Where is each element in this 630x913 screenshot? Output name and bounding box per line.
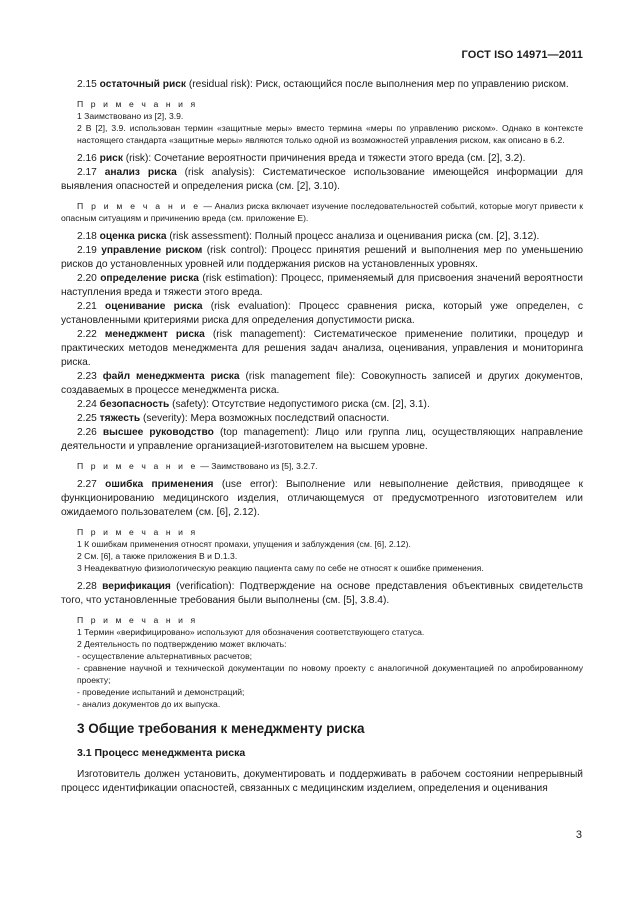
- definition-text: (use error): Выполнение или невыполнение действия, приводящее к функционированию медицинского изделия, отличающемуся от предусмотренного изготовителем или ожидаемого пользователем (см. [6], 2.12).: [61, 479, 583, 518]
- definition-entry: [61, 426, 583, 454]
- definition-term: файл менеджмента риска: [102, 371, 240, 382]
- page-header: ГОСТ ISO 14971—2011: [461, 49, 583, 61]
- definition-number: 2.27: [77, 479, 106, 490]
- definition-entry: [61, 412, 583, 426]
- inline-note-text: — Заимствовано из [5], 3.2.7.: [197, 461, 318, 471]
- definition-term: оценка риска: [99, 231, 167, 242]
- note-line: - анализ документов до их выпуска.: [77, 699, 221, 709]
- page-number: 3: [575, 829, 582, 841]
- definition-text: (risk evaluation): Процесс сравнения риска, который уже определен, с установленными критериями риска для определения допустимости риска.: [61, 301, 583, 326]
- definition-term: определение риска: [100, 273, 199, 284]
- subsection-heading: 3.1 Процесс менеджмента риска: [77, 747, 246, 759]
- definition-number: 2.18: [77, 231, 100, 242]
- definition-term: безопасность: [99, 399, 170, 410]
- definition-term: менеджмент риска: [104, 329, 205, 340]
- definition-entry: [61, 152, 583, 166]
- definitions-list: [61, 78, 583, 710]
- inline-note: [61, 200, 583, 224]
- inline-note-label: П р и м е ч а н и е: [77, 461, 198, 471]
- definition-entry: [61, 300, 583, 328]
- note-line: 1 Заимствовано из [2], 3.9.: [77, 111, 184, 121]
- definition-text: (safety): Отсутствие недопустимого риска (см. [2], 3.1).: [169, 399, 430, 410]
- definition-number: 2.28: [77, 581, 103, 592]
- inline-note-text: — Анализ риска включает изучение последовательностей событий, которые могут привести к опасным ситуациям и причинению вреда (см. приложение Е).: [61, 201, 583, 223]
- definition-number: 2.15: [77, 79, 100, 90]
- definition-entry: [61, 580, 583, 608]
- definition-text: (severity): Мера возможных последствий опасности.: [140, 413, 390, 424]
- notes-block: [61, 98, 583, 146]
- definition-text: (verification): Подтверждение на основе представления объективных свидетельств того, что установленные требования были выполнены (см. [5], 3.8.4).: [61, 581, 583, 606]
- section-heading: 3 Общие требования к менеджменту риска: [77, 721, 365, 736]
- body-paragraph: Изготовитель должен установить, документировать и поддерживать в рабочем состоянии непрерывный процесс идентификации опасностей, связанных с медицинским изделием, определения и оценивания: [61, 769, 583, 794]
- definition-text: (risk control): Процесс принятия решений и выполнения мер по уменьшению рисков до установленных уровней или поддержания рисков на установленных уровнях.: [61, 245, 583, 270]
- definition-term: верификация: [102, 581, 171, 592]
- definition-number: 2.19: [77, 245, 102, 256]
- definition-text: (risk management file): Совокупность записей и других документов, создаваемых в процессе менеджмента риска.: [61, 371, 583, 396]
- notes-label: П р и м е ч а н и я: [77, 527, 198, 537]
- notes-label: П р и м е ч а н и я: [77, 99, 198, 109]
- definition-entry: [61, 244, 583, 272]
- definition-term: оценивание риска: [105, 301, 203, 312]
- definition-term: риск: [99, 153, 123, 164]
- definition-text: (risk analysis): Систематическое использование имеющейся информации для выявления опасностей и определения риска (см. [2], 3.10).: [61, 167, 583, 192]
- inline-note: [61, 460, 583, 472]
- definition-text: (risk management): Систематическое применение политики, процедур и практических методов менеджмента для решения задач анализа, оценивания, управления и мониторинга риска.: [61, 329, 583, 368]
- note-line: - осуществление альтернативных расчетов;: [77, 651, 253, 661]
- definition-entry: [61, 166, 583, 194]
- definition-term: анализ риска: [104, 167, 177, 178]
- definition-text: (residual risk): Риск, остающийся после выполнения мер по управлению риском.: [186, 79, 569, 90]
- definition-term: высшее руководство: [102, 427, 214, 438]
- definition-entry: [61, 398, 583, 412]
- note-line: 3 Неадекватную физиологическую реакцию пациента саму по себе не относят к ошибке применения.: [77, 563, 484, 573]
- definition-number: 2.16: [77, 153, 100, 164]
- definition-number: 2.26: [77, 427, 103, 438]
- note-line: 2 См. [6], а также приложения В и D.1.3.: [77, 551, 238, 561]
- definition-number: 2.21: [77, 301, 105, 312]
- definition-entry: [61, 370, 583, 398]
- note-line: 2 Деятельность по подтверждению может включать:: [77, 639, 287, 649]
- note-line: 1 Термин «верифицировано» используют для обозначения соответствующего статуса.: [77, 627, 425, 637]
- definition-entry: [61, 328, 583, 370]
- inline-note-label: П р и м е ч а н и е: [77, 201, 201, 211]
- definition-text: (top management): Лицо или группа лиц, осуществляющих направление деятельности и управление организацией-изготовителем на высшем уровне.: [61, 427, 583, 452]
- note-line: 1 К ошибкам применения относят промахи, упущения и заблуждения (см. [6], 2.12).: [77, 539, 411, 549]
- page-content: [61, 78, 583, 796]
- note-line: - проведение испытаний и демонстраций;: [77, 687, 245, 697]
- note-line: - сравнение научной и технической документации по новому проекту с аналогичной документацией по апробированному проекту;: [77, 663, 583, 685]
- definition-number: 2.23: [77, 371, 103, 382]
- note-line: 2 В [2], 3.9. использован термин «защитные меры» вместо термина «меры по управлению риском». Однако в контексте настоящего стандарта «защитные меры» являются только одной из возможностей управления риском, как описано в 6.2.: [77, 123, 583, 145]
- definition-text: (risk assessment): Полный процесс анализа и оценивания риска (см. [2], 3.12).: [166, 231, 540, 242]
- definition-text: (risk): Сочетание вероятности причинения вреда и тяжести этого вреда (см. [2], 3.2).: [122, 153, 526, 164]
- definition-number: 2.22: [77, 329, 105, 340]
- definition-number: 2.20: [77, 273, 101, 284]
- definition-entry: [61, 478, 583, 520]
- definition-term: тяжесть: [99, 413, 141, 424]
- definition-number: 2.24: [77, 399, 100, 410]
- definition-term: управление риском: [101, 245, 203, 256]
- definition-term: ошибка применения: [105, 479, 214, 490]
- definition-number: 2.17: [77, 167, 105, 178]
- definition-entry: [61, 230, 583, 244]
- notes-label: П р и м е ч а н и я: [77, 615, 198, 625]
- definition-text: (risk estimation): Процесс, применяемый для присвоения значений вероятности наступления вреда и тяжести этого вреда.: [61, 273, 583, 298]
- notes-block: [61, 526, 583, 574]
- definition-number: 2.25: [77, 413, 100, 424]
- definition-entry: [61, 78, 583, 92]
- definition-entry: [61, 272, 583, 300]
- definition-term: остаточный риск: [99, 79, 187, 90]
- notes-block: [61, 614, 583, 710]
